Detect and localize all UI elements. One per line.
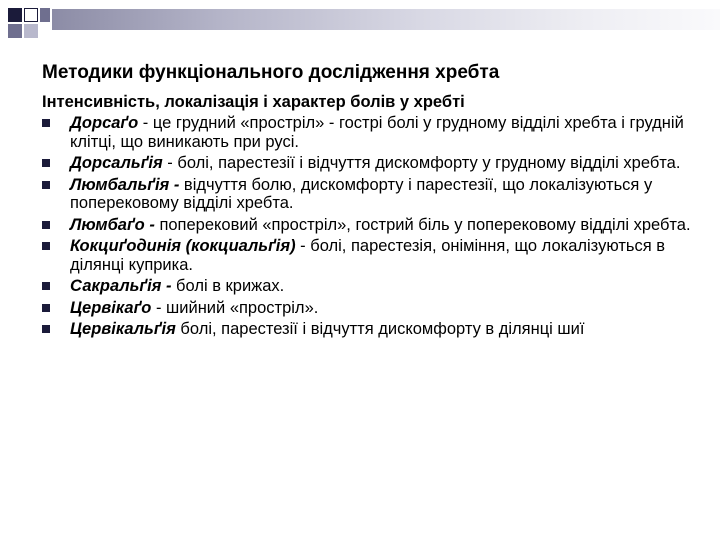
term: Цервікаґо xyxy=(70,298,152,317)
corner-square-small xyxy=(8,24,22,38)
list-item xyxy=(42,277,702,296)
corner-square-dark xyxy=(8,8,22,22)
square-bullet-icon xyxy=(42,221,50,229)
description: відчуття болю, дискомфорту і парестезії, що локалізуються у поперековому відділі хребта. xyxy=(70,175,653,212)
square-bullet-icon xyxy=(42,181,50,189)
term: Люмбаґо - xyxy=(70,215,155,234)
list-item xyxy=(42,114,702,151)
square-bullet-icon xyxy=(42,119,50,127)
description: болі, парестезії і відчуття дискомфорту в ділянці шиї xyxy=(175,320,585,338)
list-item xyxy=(42,237,702,274)
term: Цервікальґія xyxy=(70,320,176,338)
list-item xyxy=(42,176,702,213)
corner-square-outline xyxy=(24,8,38,22)
description: - шийний «простріл». xyxy=(151,298,319,317)
description: - болі, парестезії і відчуття дискомфорту у грудному відділі хребта. xyxy=(162,154,681,172)
term: Люмбальґія - xyxy=(70,175,180,194)
list-item xyxy=(42,320,702,339)
list-item xyxy=(42,154,702,173)
slide-title: Методики функціонального дослідження хребта xyxy=(42,62,500,83)
bullet-list xyxy=(42,114,702,342)
slide-subtitle: Інтенсивність, локалізація і характер болів у хребті xyxy=(42,93,465,111)
corner-square-light xyxy=(24,24,38,38)
square-bullet-icon xyxy=(42,242,50,250)
corner-square-mid xyxy=(40,8,50,22)
term: Сакральґія - xyxy=(70,277,172,295)
description: болі в крижах. xyxy=(171,277,285,295)
square-bullet-icon xyxy=(42,282,50,290)
square-bullet-icon xyxy=(42,159,50,167)
header-gradient-bar xyxy=(52,9,720,30)
list-item xyxy=(42,299,702,318)
description: - це грудний «простріл» - гострі болі у грудному відділі хребта і грудній клітці, що виникають при русі. xyxy=(70,114,684,151)
square-bullet-icon xyxy=(42,325,50,333)
description: - болі, парестезія, оніміння, що локалізуються в ділянці куприка. xyxy=(70,237,666,274)
description: поперековий «простріл», гострий біль у поперековому відділі хребта. xyxy=(154,215,691,234)
square-bullet-icon xyxy=(42,304,50,312)
term: Дорсаґо xyxy=(70,114,139,132)
list-item xyxy=(42,216,702,235)
term: Кокциґодинія (кокциальґія) xyxy=(70,237,296,255)
term: Дорсальґія xyxy=(70,154,163,172)
